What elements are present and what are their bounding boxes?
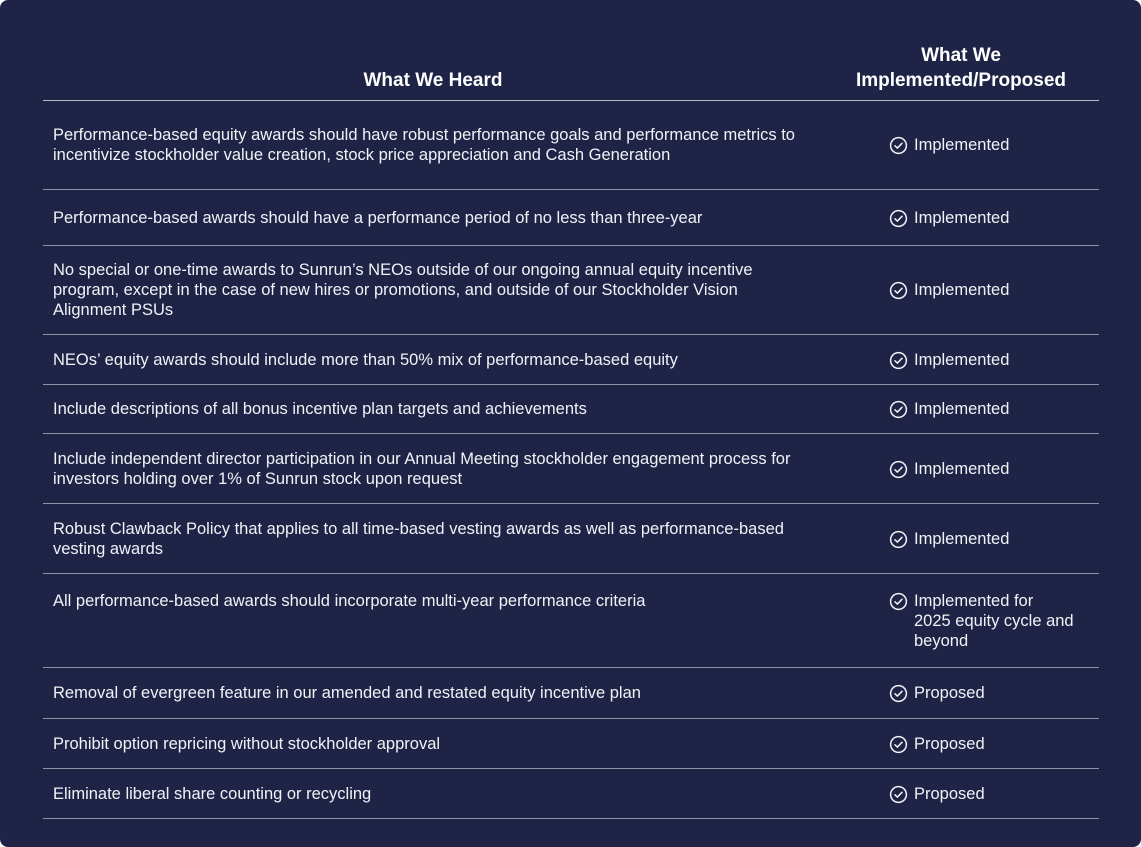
table-row [43,504,1099,574]
header-what-we-heard: What We Heard [43,0,823,101]
table-row [43,719,1099,769]
table-row [43,434,1099,504]
check-circle-icon [889,400,908,419]
status-label: Implemented [914,350,1010,369]
check-circle-icon [889,735,908,754]
check-circle-icon [889,460,908,479]
status-label: Implemented [914,529,1010,548]
status-cell [823,668,1099,719]
table-row [43,574,1099,668]
status-cell [823,335,1099,385]
status-label: Proposed [914,734,985,753]
feedback-table [43,0,1099,819]
check-circle-icon [889,530,908,549]
status-label: Implemented [914,459,1010,478]
status-label: Implemented for 2025 equity cycle and beyond [914,592,1074,650]
status-cell [823,719,1099,769]
table-row [43,769,1099,819]
feedback-text: Include descriptions of all bonus incentive plan targets and achievements [43,385,823,434]
header-what-we-implemented: What We Implemented/Proposed [823,0,1099,101]
feedback-text: Robust Clawback Policy that applies to all time-based vesting awards as well as performance-based vesting awards [43,504,823,574]
table-row [43,246,1099,335]
status-cell [823,504,1099,574]
status-label: Implemented [914,208,1010,227]
check-circle-icon [889,592,908,611]
check-circle-icon [889,351,908,370]
table-row [43,335,1099,385]
feedback-text: Prohibit option repricing without stockholder approval [43,719,823,769]
feedback-text: NEOs’ equity awards should include more than 50% mix of performance-based equity [43,335,823,385]
status-label: Proposed [914,784,985,803]
table-row [43,385,1099,434]
status-cell [823,246,1099,335]
feedback-text: Removal of evergreen feature in our amended and restated equity incentive plan [43,668,823,719]
feedback-text: No special or one-time awards to Sunrun’s NEOs outside of our ongoing annual equity incentive program, except in the case of new hires or promotions, and outside of our Stockholder Vision Alignment PSUs [43,246,823,335]
status-cell [823,434,1099,504]
status-cell [823,385,1099,434]
check-circle-icon [889,136,908,155]
status-label: Proposed [914,684,985,702]
feedback-text: Performance-based awards should have a performance period of no less than three-year [43,190,823,246]
table-row [43,190,1099,246]
feedback-text: Eliminate liberal share counting or recycling [43,769,823,819]
feedback-text: Performance-based equity awards should have robust performance goals and performance metrics to incentivize stockholder value creation, stock price appreciation and Cash Generation [43,101,823,190]
check-circle-icon [889,684,908,703]
status-cell [823,574,1099,668]
status-cell [823,190,1099,246]
status-cell [823,101,1099,190]
table-row [43,101,1099,190]
check-circle-icon [889,281,908,300]
feedback-text: Include independent director participation in our Annual Meeting stockholder engagement process for investors holding over 1% of Sunrun stock upon request [43,434,823,504]
status-label: Implemented [914,136,1010,154]
check-circle-icon [889,209,908,228]
table-row [43,668,1099,719]
feedback-text: All performance-based awards should incorporate multi-year performance criteria [43,574,823,668]
status-label: Implemented [914,400,1010,418]
check-circle-icon [889,785,908,804]
status-cell [823,769,1099,819]
status-label: Implemented [914,281,1010,299]
